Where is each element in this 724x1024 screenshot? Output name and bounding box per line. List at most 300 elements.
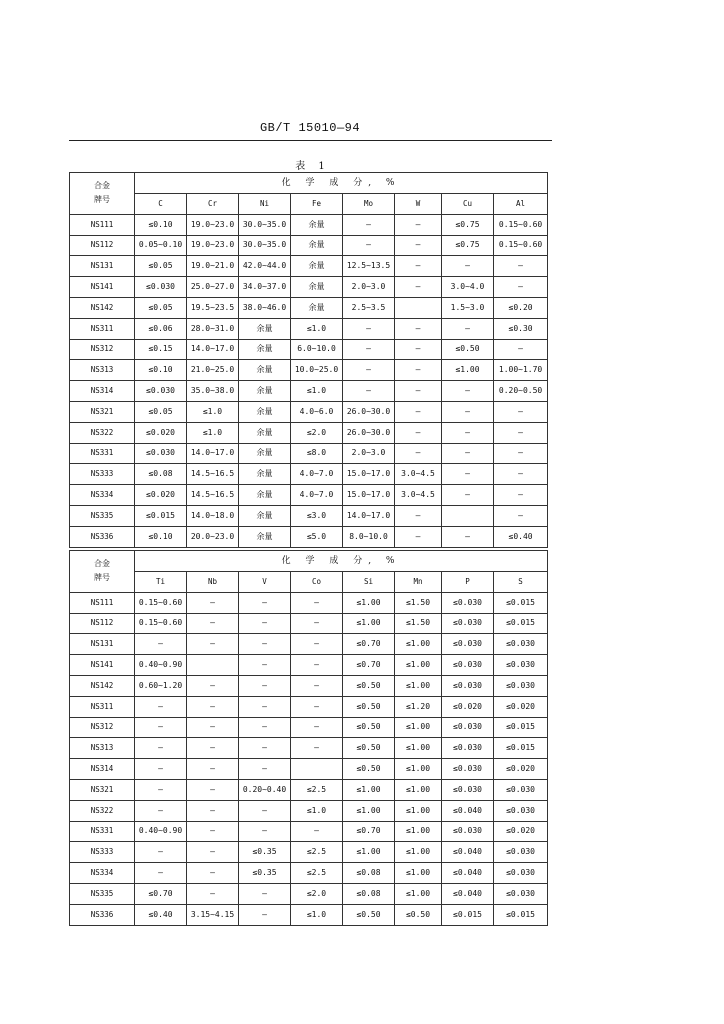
composition-cell: — xyxy=(187,883,239,904)
composition-cell: ≤0.50 xyxy=(343,696,395,717)
table-row xyxy=(70,863,548,884)
composition-cell: ≤1.00 xyxy=(395,759,442,780)
composition-cell: — xyxy=(187,759,239,780)
element-column-header: Ti xyxy=(135,572,187,593)
composition-cell: 余量 xyxy=(239,360,291,381)
composition-cell: ≤0.05 xyxy=(135,401,187,422)
alloy-code-cell: NS336 xyxy=(70,904,135,925)
element-header-row xyxy=(70,572,548,593)
composition-cell: ≤0.50 xyxy=(343,759,395,780)
composition-cell: 余量 xyxy=(239,381,291,402)
element-column-header: Co xyxy=(291,572,343,593)
composition-cell: — xyxy=(395,277,442,298)
composition-cell: ≤1.50 xyxy=(395,613,442,634)
composition-cell: — xyxy=(135,759,187,780)
table-row xyxy=(70,675,548,696)
composition-cell: — xyxy=(291,738,343,759)
composition-cell: — xyxy=(135,842,187,863)
table-row xyxy=(70,381,548,402)
composition-cell: ≤0.05 xyxy=(135,297,187,318)
table-row xyxy=(70,613,548,634)
composition-cell: ≤0.10 xyxy=(135,526,187,547)
composition-cell: ≤2.5 xyxy=(291,863,343,884)
composition-cell: 12.5~13.5 xyxy=(343,256,395,277)
composition-cell: — xyxy=(239,717,291,738)
composition-cell: 42.0~44.0 xyxy=(239,256,291,277)
composition-cell: — xyxy=(187,800,239,821)
composition-cell: 4.0~7.0 xyxy=(291,485,343,506)
composition-cell: ≤1.0 xyxy=(187,422,239,443)
composition-cell: 余量 xyxy=(291,214,343,235)
composition-cell: 30.0~35.0 xyxy=(239,235,291,256)
composition-cell: 14.5~16.5 xyxy=(187,464,239,485)
table-header-row xyxy=(70,173,548,194)
composition-cell: — xyxy=(291,696,343,717)
composition-cell: 14.0~17.0 xyxy=(187,339,239,360)
composition-cell: — xyxy=(442,318,494,339)
table-row xyxy=(70,800,548,821)
alloy-code-cell: NS335 xyxy=(70,505,135,526)
composition-cell: — xyxy=(135,738,187,759)
composition-cell: ≤1.00 xyxy=(343,592,395,613)
table-row xyxy=(70,904,548,925)
table-row xyxy=(70,318,548,339)
alloy-code-cell: NS312 xyxy=(70,717,135,738)
composition-cell: ≤0.50 xyxy=(395,904,442,925)
composition-cell: ≤0.10 xyxy=(135,360,187,381)
composition-group-header: 化 学 成 分, % xyxy=(135,173,548,194)
composition-cell: 35.0~38.0 xyxy=(187,381,239,402)
alloy-code-cell: NS142 xyxy=(70,675,135,696)
composition-cell: ≤2.5 xyxy=(291,779,343,800)
composition-cell: — xyxy=(239,821,291,842)
table-title: 表 1 xyxy=(295,161,325,172)
composition-cell: ≤1.00 xyxy=(395,655,442,676)
composition-cell: ≤0.030 xyxy=(494,863,548,884)
alloy-code-cell: NS111 xyxy=(70,592,135,613)
composition-cell: ≤0.020 xyxy=(494,696,548,717)
alloy-code-cell: NS142 xyxy=(70,297,135,318)
composition-cell: ≤0.015 xyxy=(494,904,548,925)
composition-cell: ≤0.40 xyxy=(135,904,187,925)
composition-cell: ≤0.030 xyxy=(494,883,548,904)
composition-cell: — xyxy=(442,464,494,485)
composition-cell: ≤0.50 xyxy=(343,738,395,759)
composition-cell: — xyxy=(343,214,395,235)
composition-cell: — xyxy=(239,613,291,634)
composition-cell: ≤0.08 xyxy=(135,464,187,485)
composition-cell: 34.0~37.0 xyxy=(239,277,291,298)
composition-cell: 余量 xyxy=(291,297,343,318)
composition-cell: 3.0~4.5 xyxy=(395,485,442,506)
table-row xyxy=(70,401,548,422)
composition-cell: 14.0~18.0 xyxy=(187,505,239,526)
alloy-code-cell: NS334 xyxy=(70,863,135,884)
composition-cell: — xyxy=(135,696,187,717)
composition-cell: — xyxy=(291,717,343,738)
composition-cell: 3.0~4.5 xyxy=(395,464,442,485)
alloy-grade-header-line2: 牌号 xyxy=(94,573,110,583)
composition-cell: ≤0.030 xyxy=(442,717,494,738)
alloy-code-cell: NS335 xyxy=(70,883,135,904)
composition-cell: 15.0~17.0 xyxy=(343,464,395,485)
composition-cell: ≤0.030 xyxy=(442,675,494,696)
composition-cell: 2.0~3.0 xyxy=(343,443,395,464)
composition-cell: ≤0.015 xyxy=(494,592,548,613)
composition-cell: ≤0.030 xyxy=(494,779,548,800)
composition-cell: — xyxy=(494,464,548,485)
composition-cell: ≤0.020 xyxy=(135,422,187,443)
composition-cell: ≤1.00 xyxy=(395,883,442,904)
composition-cell: ≤0.75 xyxy=(442,214,494,235)
table-row xyxy=(70,779,548,800)
composition-cell: ≤1.00 xyxy=(395,800,442,821)
composition-cell: — xyxy=(395,505,442,526)
composition-cell: — xyxy=(395,443,442,464)
composition-cell: 0.60~1.20 xyxy=(135,675,187,696)
composition-cell: ≤0.40 xyxy=(494,526,548,547)
composition-cell: ≤0.030 xyxy=(494,655,548,676)
composition-cell: ≤8.0 xyxy=(291,443,343,464)
composition-cell: — xyxy=(187,821,239,842)
composition-cell: 1.00~1.70 xyxy=(494,360,548,381)
composition-cell: ≤0.030 xyxy=(442,738,494,759)
composition-cell xyxy=(395,297,442,318)
composition-cell: — xyxy=(395,214,442,235)
alloy-code-cell: NS333 xyxy=(70,464,135,485)
table-row xyxy=(70,505,548,526)
composition-cell: ≤1.0 xyxy=(291,381,343,402)
composition-cell: ≤0.20 xyxy=(494,297,548,318)
alloy-code-cell: NS333 xyxy=(70,842,135,863)
composition-cell: — xyxy=(239,883,291,904)
table-row xyxy=(70,655,548,676)
composition-cell: — xyxy=(135,779,187,800)
composition-cell: 余量 xyxy=(239,443,291,464)
composition-cell: — xyxy=(291,655,343,676)
composition-cell: ≤1.00 xyxy=(343,842,395,863)
element-column-header: Cu xyxy=(442,194,494,215)
composition-cell: — xyxy=(494,422,548,443)
composition-cell: ≤0.50 xyxy=(343,675,395,696)
composition-cell: ≤0.030 xyxy=(494,800,548,821)
composition-cell: 19.0~23.0 xyxy=(187,235,239,256)
table-row xyxy=(70,443,548,464)
composition-cell: ≤0.08 xyxy=(343,883,395,904)
composition-cell: — xyxy=(135,863,187,884)
composition-cell: — xyxy=(239,738,291,759)
alloy-code-cell: NS322 xyxy=(70,422,135,443)
composition-cell: — xyxy=(291,592,343,613)
composition-cell: 0.05~0.10 xyxy=(135,235,187,256)
composition-cell: 0.20~0.40 xyxy=(239,779,291,800)
composition-cell: — xyxy=(442,422,494,443)
composition-cell: ≤0.030 xyxy=(135,277,187,298)
composition-cell: ≤0.70 xyxy=(343,655,395,676)
composition-cell: ≤1.0 xyxy=(187,401,239,422)
composition-cell: 30.0~35.0 xyxy=(239,214,291,235)
alloy-grade-header-line1: 合金 xyxy=(94,559,110,569)
composition-cell: 2.5~3.5 xyxy=(343,297,395,318)
composition-cell: ≤1.00 xyxy=(395,634,442,655)
element-header-row xyxy=(70,194,548,215)
composition-cell: ≤1.0 xyxy=(291,904,343,925)
element-column-header: P xyxy=(442,572,494,593)
element-column-header: Al xyxy=(494,194,548,215)
composition-cell: 余量 xyxy=(239,505,291,526)
composition-cell: — xyxy=(187,696,239,717)
composition-cell: ≤0.015 xyxy=(494,717,548,738)
composition-cell: ≤0.15 xyxy=(135,339,187,360)
composition-cell: 0.15~0.60 xyxy=(135,613,187,634)
composition-cell: ≤0.10 xyxy=(135,214,187,235)
composition-cell: 0.40~0.90 xyxy=(135,821,187,842)
composition-cell: ≤0.030 xyxy=(442,779,494,800)
composition-cell: ≤1.00 xyxy=(395,675,442,696)
composition-cell: ≤1.0 xyxy=(291,318,343,339)
composition-cell: — xyxy=(187,634,239,655)
composition-cell: ≤0.040 xyxy=(442,842,494,863)
composition-cell: — xyxy=(442,381,494,402)
element-column-header: Si xyxy=(343,572,395,593)
composition-cell: — xyxy=(343,235,395,256)
alloy-code-cell: NS314 xyxy=(70,759,135,780)
composition-cell: ≤0.030 xyxy=(442,592,494,613)
composition-cell: — xyxy=(395,318,442,339)
composition-cell: — xyxy=(494,256,548,277)
composition-cell: ≤0.040 xyxy=(442,883,494,904)
composition-cell: — xyxy=(135,717,187,738)
composition-cell: ≤2.5 xyxy=(291,842,343,863)
composition-cell: ≤1.00 xyxy=(395,863,442,884)
composition-cell: ≤0.015 xyxy=(135,505,187,526)
composition-cell: — xyxy=(343,318,395,339)
composition-cell: — xyxy=(395,339,442,360)
composition-cell: — xyxy=(395,381,442,402)
composition-cell: ≤5.0 xyxy=(291,526,343,547)
composition-cell: — xyxy=(187,675,239,696)
element-column-header: Fe xyxy=(291,194,343,215)
composition-cell: ≤0.030 xyxy=(494,634,548,655)
composition-cell: — xyxy=(395,526,442,547)
composition-cell: ≤0.030 xyxy=(135,443,187,464)
table-row xyxy=(70,883,548,904)
alloy-code-cell: NS322 xyxy=(70,800,135,821)
composition-cell xyxy=(291,759,343,780)
composition-cell: — xyxy=(291,613,343,634)
composition-cell: — xyxy=(494,443,548,464)
composition-cell: ≤1.00 xyxy=(395,821,442,842)
table-row xyxy=(70,592,548,613)
alloy-code-cell: NS331 xyxy=(70,821,135,842)
composition-cell: 余量 xyxy=(291,235,343,256)
composition-cell: 15.0~17.0 xyxy=(343,485,395,506)
composition-cell: — xyxy=(343,381,395,402)
composition-cell: 0.15~0.60 xyxy=(494,214,548,235)
composition-cell: 0.15~0.60 xyxy=(135,592,187,613)
composition-cell: ≤3.0 xyxy=(291,505,343,526)
composition-cell: 26.0~30.0 xyxy=(343,401,395,422)
composition-cell: 余量 xyxy=(291,256,343,277)
composition-cell: ≤0.70 xyxy=(135,883,187,904)
composition-cell: — xyxy=(239,655,291,676)
composition-cell: ≤0.70 xyxy=(343,821,395,842)
composition-cell: ≤0.35 xyxy=(239,842,291,863)
alloy-code-cell: NS313 xyxy=(70,360,135,381)
composition-cell: 14.0~17.0 xyxy=(187,443,239,464)
composition-cell: 3.15~4.15 xyxy=(187,904,239,925)
alloy-code-cell: NS313 xyxy=(70,738,135,759)
composition-cell: ≤1.00 xyxy=(395,717,442,738)
alloy-code-cell: NS131 xyxy=(70,256,135,277)
composition-cell: 38.0~46.0 xyxy=(239,297,291,318)
composition-cell: — xyxy=(187,738,239,759)
table-row xyxy=(70,821,548,842)
standard-code: GB/T 15010—94 xyxy=(259,121,361,135)
composition-cell: — xyxy=(239,800,291,821)
alloy-code-cell: NS311 xyxy=(70,696,135,717)
composition-cell: 6.0~10.0 xyxy=(291,339,343,360)
composition-cell: 余量 xyxy=(239,401,291,422)
alloy-grade-header xyxy=(70,551,135,593)
composition-cell: 余量 xyxy=(239,422,291,443)
composition-cell: — xyxy=(187,613,239,634)
composition-cell: — xyxy=(494,277,548,298)
composition-table-1 xyxy=(69,172,548,548)
composition-cell: ≤0.70 xyxy=(343,634,395,655)
alloy-code-cell: NS111 xyxy=(70,214,135,235)
composition-cell: ≤2.0 xyxy=(291,422,343,443)
composition-cell: 余量 xyxy=(239,464,291,485)
alloy-code-cell: NS334 xyxy=(70,485,135,506)
composition-cell: ≤0.015 xyxy=(442,904,494,925)
composition-cell: — xyxy=(494,401,548,422)
composition-cell: ≤1.00 xyxy=(395,842,442,863)
composition-cell: 25.0~27.0 xyxy=(187,277,239,298)
composition-cell: ≤0.50 xyxy=(343,904,395,925)
composition-cell: — xyxy=(343,339,395,360)
composition-cell: ≤0.030 xyxy=(442,655,494,676)
alloy-code-cell: NS311 xyxy=(70,318,135,339)
composition-cell: 2.0~3.0 xyxy=(343,277,395,298)
composition-cell: ≤1.00 xyxy=(343,779,395,800)
table-row xyxy=(70,485,548,506)
composition-cell: ≤2.0 xyxy=(291,883,343,904)
alloy-code-cell: NS141 xyxy=(70,655,135,676)
composition-cell: — xyxy=(442,256,494,277)
composition-cell: ≤0.06 xyxy=(135,318,187,339)
alloy-code-cell: NS321 xyxy=(70,401,135,422)
composition-cell: — xyxy=(239,904,291,925)
composition-cell: — xyxy=(343,360,395,381)
composition-cell: — xyxy=(395,422,442,443)
composition-cell: 0.40~0.90 xyxy=(135,655,187,676)
composition-cell: ≤1.0 xyxy=(291,800,343,821)
composition-cell: — xyxy=(239,696,291,717)
composition-cell: ≤0.30 xyxy=(494,318,548,339)
composition-cell: 0.15~0.60 xyxy=(494,235,548,256)
table-row xyxy=(70,339,548,360)
table-row xyxy=(70,422,548,443)
element-column-header: C xyxy=(135,194,187,215)
composition-cell: ≤0.030 xyxy=(442,821,494,842)
composition-cell: ≤0.030 xyxy=(442,634,494,655)
alloy-grade-header-line2: 牌号 xyxy=(94,195,110,205)
composition-cell: — xyxy=(395,235,442,256)
composition-cell: — xyxy=(187,592,239,613)
composition-cell: — xyxy=(494,339,548,360)
table-row xyxy=(70,297,548,318)
composition-cell: — xyxy=(135,800,187,821)
composition-cell: 0.20~0.50 xyxy=(494,381,548,402)
element-column-header: Mo xyxy=(343,194,395,215)
element-column-header: V xyxy=(239,572,291,593)
composition-cell: ≤1.00 xyxy=(442,360,494,381)
composition-cell: 19.0~23.0 xyxy=(187,214,239,235)
composition-cell: 余量 xyxy=(239,339,291,360)
alloy-code-cell: NS312 xyxy=(70,339,135,360)
composition-cell: 26.0~30.0 xyxy=(343,422,395,443)
composition-cell: ≤0.030 xyxy=(494,842,548,863)
composition-cell: ≤0.030 xyxy=(494,675,548,696)
composition-cell: 19.5~23.5 xyxy=(187,297,239,318)
composition-cell: ≤0.040 xyxy=(442,800,494,821)
composition-cell: 1.5~3.0 xyxy=(442,297,494,318)
composition-cell: — xyxy=(187,842,239,863)
composition-cell: — xyxy=(291,634,343,655)
alloy-code-cell: NS131 xyxy=(70,634,135,655)
composition-cell: ≤0.08 xyxy=(343,863,395,884)
composition-cell: 21.0~25.0 xyxy=(187,360,239,381)
composition-cell: 余量 xyxy=(239,318,291,339)
composition-cell: — xyxy=(395,401,442,422)
composition-cell: ≤0.015 xyxy=(494,613,548,634)
alloy-code-cell: NS314 xyxy=(70,381,135,402)
alloy-code-cell: NS112 xyxy=(70,235,135,256)
composition-cell: — xyxy=(187,863,239,884)
table-row xyxy=(70,738,548,759)
composition-cell: — xyxy=(395,256,442,277)
composition-cell: ≤0.35 xyxy=(239,863,291,884)
element-column-header: Cr xyxy=(187,194,239,215)
table-row xyxy=(70,696,548,717)
alloy-code-cell: NS321 xyxy=(70,779,135,800)
table-row xyxy=(70,256,548,277)
element-column-header: Mn xyxy=(395,572,442,593)
header-rule xyxy=(69,140,552,141)
composition-cell: ≤0.040 xyxy=(442,863,494,884)
table-row xyxy=(70,759,548,780)
composition-cell: — xyxy=(442,526,494,547)
composition-cell xyxy=(187,655,239,676)
composition-cell: 4.0~7.0 xyxy=(291,464,343,485)
composition-cell: — xyxy=(291,675,343,696)
composition-cell: 28.0~31.0 xyxy=(187,318,239,339)
composition-cell: 14.0~17.0 xyxy=(343,505,395,526)
composition-cell: ≤0.020 xyxy=(135,485,187,506)
composition-cell: ≤1.50 xyxy=(395,592,442,613)
table-row xyxy=(70,464,548,485)
composition-cell: ≤1.20 xyxy=(395,696,442,717)
composition-cell: ≤1.00 xyxy=(343,800,395,821)
element-column-header: Nb xyxy=(187,572,239,593)
table-row xyxy=(70,277,548,298)
composition-cell: ≤0.50 xyxy=(343,717,395,738)
table-row xyxy=(70,214,548,235)
composition-cell: 20.0~23.0 xyxy=(187,526,239,547)
composition-cell: ≤0.020 xyxy=(442,696,494,717)
composition-cell: ≤0.020 xyxy=(494,759,548,780)
